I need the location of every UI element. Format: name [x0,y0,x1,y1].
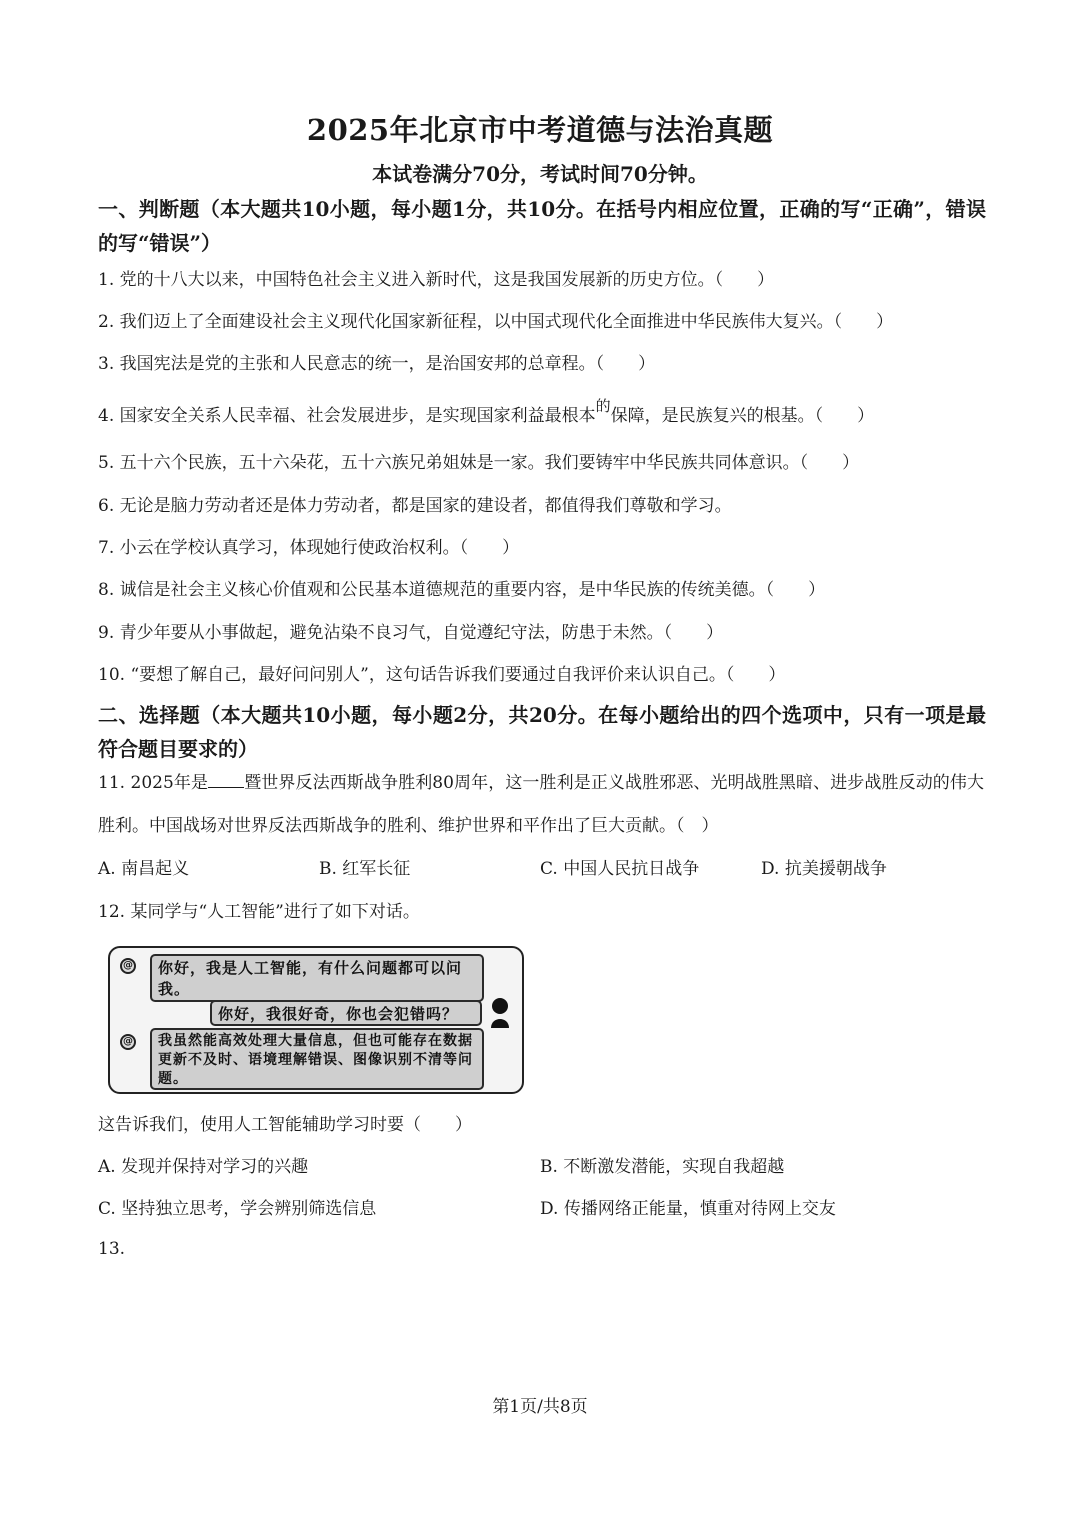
user-person-icon [487,996,513,1028]
question-3: 3. 我国宪法是党的主张和人民意志的统一，是治国安邦的总章程。（ ） [98,354,656,374]
ai-bubble-2: 我虽然能高效处理大量信息，但也可能存在数据更新不及时、语境理解错误、图像识别不清等问题。 [150,1028,484,1090]
q11-option-a: A. 南昌起义 [98,859,190,879]
ai-bot-icon: @ [120,958,136,974]
ai-bot-icon-2: @ [120,1034,136,1050]
answer-blank [208,771,244,788]
section1-heading: 一、判断题（本大题共10小题，每小题1分，共10分。在括号内相应位置，正确的写“正确”，错误的写“错误”） [98,197,986,255]
question-12-stem: 这告诉我们，使用人工智能辅助学习时要（ ） [98,1115,472,1135]
user-bubble: 你好，我很好奇，你也会犯错吗？ [210,1000,482,1026]
q11-option-b: B. 红军长征 [319,859,411,879]
ai-bubble-1: 你好，我是人工智能，有什么问题都可以问我。 [150,954,484,1002]
page-number: 第1页/共8页 [492,1397,588,1417]
question-13: 13. [98,1239,126,1259]
question-11 [98,762,984,848]
question-4-text-a: 4. 国家安全关系人民幸福、社会发展进步，是实现国家利益最根本 [98,406,596,426]
exam-info: 本试卷满分70分，考试时间70分钟。 [372,162,708,186]
question-4-superscript: 的 [595,397,611,415]
page-title: 2025年北京市中考道德与法治真题 [306,113,774,147]
question-11-text-a: 11. 2025年是 [98,773,209,793]
q12-option-d: D. 传播网络正能量，慎重对待网上交友 [540,1199,836,1219]
question-7: 7. 小云在学校认真学习，体现她行使政治权利。（ ） [98,538,520,558]
question-8: 8. 诚信是社会主义核心价值观和公民基本道德规范的重要内容，是中华民族的传统美德。（ ） [98,580,826,600]
question-1: 1. 党的十八大以来，中国特色社会主义进入新时代，这是我国发展新的历史方位。（ ） [98,270,775,290]
question-2: 2. 我们迈上了全面建设社会主义现代化国家新征程，以中国式现代化全面推进中华民族伟大复兴。（ ） [98,312,894,332]
question-12: 12. 某同学与“人工智能”进行了如下对话。 [98,902,420,922]
q11-option-c: C. 中国人民抗日战争 [540,859,700,879]
q12-option-a: A. 发现并保持对学习的兴趣 [98,1157,309,1177]
q11-option-d: D. 抗美援朝战争 [761,859,887,879]
question-6: 6. 无论是脑力劳动者还是体力劳动者，都是国家的建设者，都值得我们尊敬和学习。 [98,496,732,516]
ai-chat-illustration [108,946,524,1094]
question-5: 5. 五十六个民族，五十六朵花，五十六族兄弟姐妹是一家。我们要铸牢中华民族共同体意识。（ ） [98,453,860,473]
question-4-text-b: 保障，是民族复兴的根基。（ ） [610,406,875,426]
question-4 [98,397,875,428]
q12-option-b: B. 不断激发潜能，实现自我超越 [540,1157,785,1177]
section2-heading: 二、选择题（本大题共10小题，每小题2分，共20分。在每小题给出的四个选项中，只有一项是最符合题目要求的） [98,703,986,761]
question-9: 9. 青少年要从小事做起，避免沾染不良习气，自觉遵纪守法，防患于未然。（ ） [98,623,724,643]
question-10: 10. “要想了解自己，最好问问别人”，这句话告诉我们要通过自我评价来认识自己。（ ） [98,665,786,685]
q12-option-c: C. 坚持独立思考，学会辨别筛选信息 [98,1199,377,1219]
question-11-text-b: 暨世界反法西斯战争胜利80周年，这一胜利是正义战胜邪恶、光明战胜黑暗、进步战胜反动的伟大胜利。中国战场对世界反法西斯战争的胜利、维护世界和平作出了巨大贡献。（ ） [98,773,984,836]
